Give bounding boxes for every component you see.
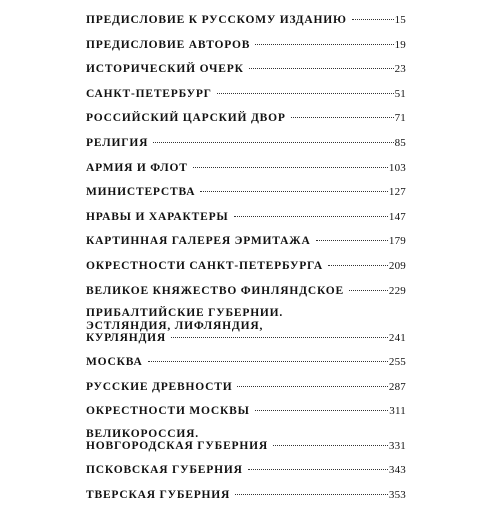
toc-entry <box>86 379 406 395</box>
dot-leader <box>249 68 394 69</box>
toc-page-number: 19 <box>394 38 406 51</box>
dot-leader <box>316 240 388 241</box>
toc-entry-line <box>86 209 406 225</box>
toc-entry-line <box>86 320 406 333</box>
toc-entry-title: МОСКВА <box>86 356 143 369</box>
toc-page-number: 15 <box>394 14 406 26</box>
dot-leader <box>352 19 394 20</box>
toc-entry-line <box>86 354 406 370</box>
dot-leader <box>349 290 388 291</box>
dot-leader <box>153 142 393 143</box>
toc-entry-title: НРАВЫ И ХАРАКТЕРЫ <box>86 210 229 223</box>
toc-entry-title: АРМИЯ И ФЛОТ <box>86 161 188 174</box>
toc-entry-title: ПРЕДИСЛОВИЕ АВТОРОВ <box>86 38 251 51</box>
toc-entry <box>86 354 406 370</box>
toc-entry-line <box>86 283 406 299</box>
toc-entry <box>86 86 406 102</box>
toc-entry-line <box>86 428 406 441</box>
toc-entry-title: ОКРЕСТНОСТИ САНКТ-ПЕТЕРБУРГА <box>86 259 324 272</box>
toc-entry <box>86 462 406 478</box>
toc-entry-title: РОССИЙСКИЙ ЦАРСКИЙ ДВОР <box>86 112 286 125</box>
dot-leader <box>235 494 388 495</box>
dot-leader <box>328 265 388 266</box>
toc-page-number: 287 <box>388 380 406 393</box>
toc-entry-title: ИСТОРИЧЕСКИЙ ОЧЕРК <box>86 63 244 76</box>
toc-page-number: 331 <box>388 440 406 453</box>
toc-entry-title: ТВЕРСКАЯ ГУБЕРНИЯ <box>86 489 231 501</box>
toc-entry-title: МИНИСТЕРСТВА <box>86 186 196 199</box>
toc-entry-title: ЭСТЛЯНДИЯ, ЛИФЛЯНДИЯ, <box>86 319 264 332</box>
toc-entry-line <box>86 12 406 28</box>
toc-entry-line <box>86 61 406 77</box>
toc-entry-line <box>86 37 406 53</box>
toc-entry <box>86 403 406 419</box>
toc-entry-line <box>86 184 406 200</box>
toc-entry <box>86 428 406 453</box>
toc-entry <box>86 258 406 274</box>
toc-entry <box>86 487 406 503</box>
toc-entry <box>86 135 406 151</box>
toc-page-number: 241 <box>388 332 406 345</box>
table-of-contents <box>86 12 406 512</box>
toc-entry-title: ПСКОВСКАЯ ГУБЕРНИЯ <box>86 464 243 477</box>
toc-entry-line <box>86 258 406 274</box>
toc-entry <box>86 233 406 249</box>
toc-entry-title: РУССКИЕ ДРЕВНОСТИ <box>86 380 233 393</box>
toc-entry-line <box>86 233 406 249</box>
toc-entry <box>86 184 406 200</box>
toc-entry-title: ВЕЛИКОРОССИЯ. <box>86 427 199 440</box>
dot-leader <box>248 469 388 470</box>
toc-entry <box>86 110 406 126</box>
toc-page-number: 71 <box>394 112 406 125</box>
toc-page-number: 209 <box>388 259 406 272</box>
toc-entry-title: НОВГОРОДСКАЯ ГУБЕРНИЯ <box>86 440 268 453</box>
dot-leader <box>217 93 394 94</box>
toc-entry-line <box>86 307 406 320</box>
toc-page-number: 353 <box>388 489 406 501</box>
dot-leader <box>171 337 388 338</box>
toc-entry <box>86 12 406 28</box>
dot-leader <box>200 191 388 192</box>
toc-entry-line <box>86 86 406 102</box>
dot-leader <box>148 361 388 362</box>
toc-page-number: 179 <box>388 235 406 248</box>
toc-page-number: 85 <box>394 136 406 149</box>
dot-leader <box>291 117 394 118</box>
toc-entry-title: РЕЛИГИЯ <box>86 136 149 149</box>
toc-entry-title: ОКРЕСТНОСТИ МОСКВЫ <box>86 405 250 418</box>
toc-entry-title: КАРТИННАЯ ГАЛЕРЕЯ ЭРМИТАЖА <box>86 235 311 248</box>
toc-entry-line <box>86 160 406 176</box>
dot-leader <box>255 44 393 45</box>
toc-page-number: 311 <box>389 405 406 418</box>
toc-page-number: 343 <box>388 464 406 477</box>
dot-leader <box>234 216 388 217</box>
toc-entry-title: ВЕЛИКОЕ КНЯЖЕСТВО ФИНЛЯНДСКОЕ <box>86 284 345 297</box>
toc-entry <box>86 160 406 176</box>
dot-leader <box>193 167 388 168</box>
toc-page-number: 229 <box>388 284 406 297</box>
toc-page-number: 255 <box>388 356 406 369</box>
toc-entry <box>86 61 406 77</box>
toc-entry <box>86 209 406 225</box>
toc-entry-line <box>86 440 406 453</box>
toc-page-number: 147 <box>388 210 406 223</box>
toc-entry <box>86 37 406 53</box>
toc-entry-line <box>86 487 406 503</box>
toc-entry-line <box>86 379 406 395</box>
toc-entry-line <box>86 332 406 345</box>
toc-page-number: 51 <box>394 87 406 100</box>
toc-entry-title: ПРИБАЛТИЙСКИЕ ГУБЕРНИИ. <box>86 307 284 320</box>
dot-leader <box>273 445 388 446</box>
toc-entry-line <box>86 403 406 419</box>
toc-entry-title: КУРЛЯНДИЯ <box>86 332 167 345</box>
dot-leader <box>237 386 387 387</box>
toc-page-number: 23 <box>394 63 406 76</box>
toc-entry <box>86 307 406 345</box>
toc-entry-line <box>86 462 406 478</box>
toc-entry-title: ПРЕДИСЛОВИЕ К РУССКОМУ ИЗДАНИЮ <box>86 14 347 26</box>
toc-entry-line <box>86 110 406 126</box>
toc-entry-title: САНКТ-ПЕТЕРБУРГ <box>86 87 212 100</box>
toc-page-number: 103 <box>388 161 406 174</box>
toc-entry-line <box>86 135 406 151</box>
toc-page-number: 127 <box>388 186 406 199</box>
toc-entry <box>86 283 406 299</box>
dot-leader <box>255 410 389 411</box>
